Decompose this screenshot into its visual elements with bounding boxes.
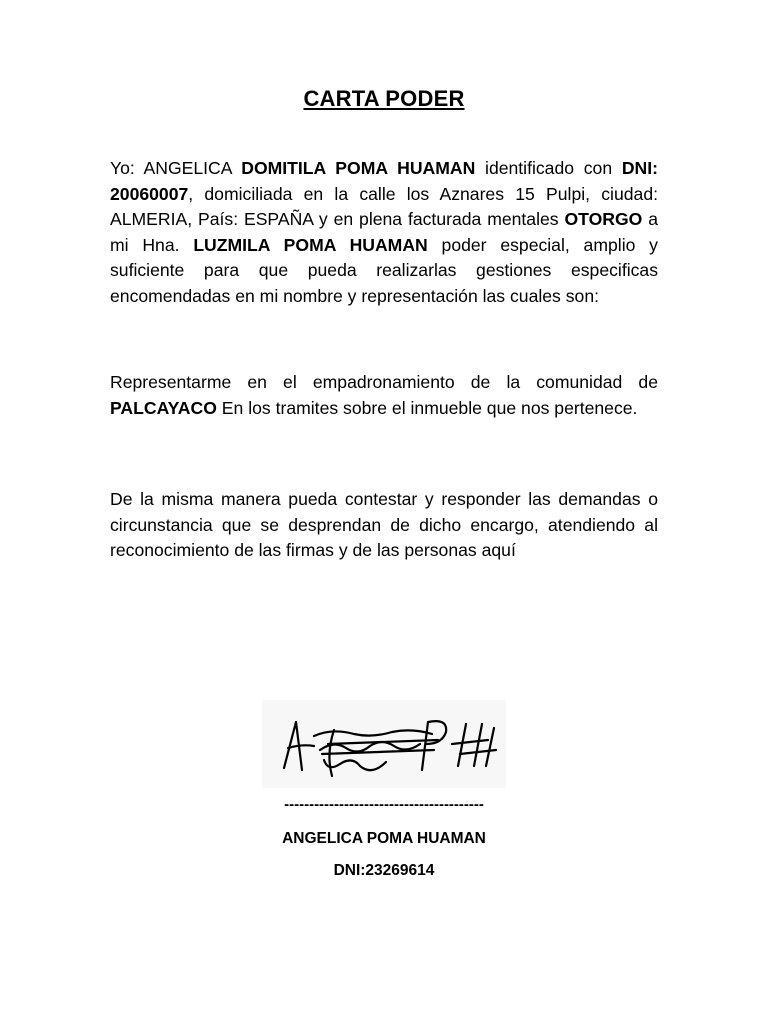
paragraph-representation bbox=[110, 370, 658, 421]
text-run: De la misma manera pueda contestar y responder las demandas o circunstancia que se desprendan de dicho encargo, atendiendo al reconocimiento de las firmas y de las personas aquí bbox=[110, 489, 658, 560]
text-run: Representarme en el empadronamiento de la comunidad de bbox=[110, 372, 658, 392]
text-run: Yo: ANGELICA bbox=[110, 158, 242, 178]
text-run: poder especial, amplio y suficiente para que pueda realizarlas gestiones especificas encomendadas en mi nombre y representación las cuales son: bbox=[110, 234, 658, 306]
bold-run: LUZMILA POMA HUAMAN bbox=[193, 234, 428, 255]
bold-run: OTORGO bbox=[564, 209, 643, 229]
text-run: En los tramites sobre el inmueble que nos pertenece. bbox=[216, 397, 638, 418]
signer-dni: DNI:23269614 bbox=[333, 862, 435, 879]
signature-line: ---------------------------------------- bbox=[284, 796, 484, 813]
text-run: , domiciliada en la calle los Aznares 15 Pulpi, ciudad: ALMERIA, País: ESPAÑA y en plena facturada mentales bbox=[110, 183, 658, 229]
signer-name: ANGELICA POMA HUAMAN bbox=[282, 830, 486, 847]
handwritten-signature bbox=[262, 700, 506, 788]
bold-run: DOMITILA POMA HUAMAN bbox=[241, 158, 476, 178]
bold-run: PALCAYACO bbox=[110, 397, 217, 418]
text-run: identificado con bbox=[475, 158, 622, 178]
bold-run: DNI: 20060007 bbox=[110, 158, 658, 204]
text-run: a mi Hna. bbox=[110, 209, 658, 255]
document-title: CARTA PODER bbox=[303, 86, 465, 111]
paragraph-additional bbox=[110, 487, 658, 564]
paragraph-declaration bbox=[110, 156, 658, 309]
